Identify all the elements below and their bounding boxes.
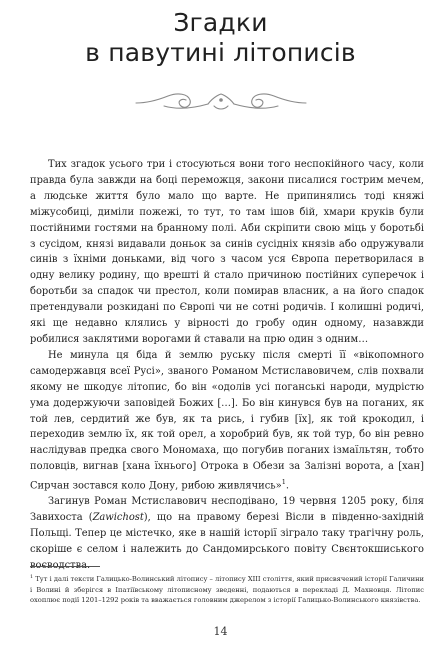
paragraph-3-text: Загинув Роман Мстиславович несподівано, 19 червня 1205 року, біля Завихоста ( (30, 496, 424, 524)
chapter-title (0, 8, 441, 68)
paragraph-2-text: Не минула ця біда й землю руську після смерті її «вікопомного самодержавця всеї Русі», званого Романом Мстиславовичем, слів похвали якому не шкодує літопис, бо він «одолів усі поганські народи, мудрістю ума додержуючи заповідей Божих […]. Бо він кинувся був на поганих, як той лев, сердитий же був, як та рись, і губив [їх], як той крокодил, і переходив землю їх, як той орел, а хоробрий був, як той тур, бо він ревно наслідував предка свого Мономаха, що погубив поганих ізмаїльтян, тобто половців, вигнав [хана їхнього] Отрока в Обези за Залізні ворота, а [хан] Сирчан зостався коло Дону, рибою живлячись» (30, 349, 424, 492)
footnote (30, 572, 424, 605)
body-text (30, 157, 424, 574)
footnote-text-block (30, 572, 424, 605)
footnote-divider (30, 566, 100, 567)
footnote-reference: 1 (281, 478, 286, 487)
paragraph-2-end: . (285, 480, 289, 492)
paragraph-3-rest: ), що на правому березі Вісли в південно-західній Польщі. Тепер це містечко, яке в нашій історії зіграло таку трагічну роль, скоріше є селом і належить до Сандомирського повіту Свєнтокшиського воєводства. (30, 512, 424, 571)
footnote-marker: 1 (30, 574, 34, 580)
paragraph-2 (30, 348, 424, 494)
paragraph-1: Тих згадок усього три і стосуються вони того неспокійного часу, коли правда була завжди на боці переможця, закони писалися гострим мечем, а людське життя було мало що варте. Не припинялись тоді княжі міжусобиці, диміли пожежі, то тут, то там ішов бій, хмари круків були постійними гостями на бранному полі. Аби скріпити свою міць у боротьбі з сусідом, князі видавали доньок за синів сусідніх князів або одружували синів з їхніми доньками, від чого з часом уся Європа перетворилася в одну велику родину, що врешті й стало причиною постійних суперечок і боротьби за спадок чи престол, коли помирав власник, а на його спадок претендували розкидані по Європі чи не сотні родичів. І колишні родичі, які ще недавно клялись у вірності до гробу один одному, назавжди робилися заклятими ворогами й ставали на прю один з одним… (30, 159, 424, 345)
paragraph-3 (30, 494, 424, 574)
page-number: 14 (213, 625, 228, 638)
chapter-title-line-1: Згадки (173, 8, 268, 37)
place-name-latin: Zawichost (92, 512, 144, 524)
footnote-text: Тут і далі тексти Галицько-Волинський літопису – літопису XIII століття, який присвячений історії Галичини і Волині й зберігся в Іпатіївському літописному зведенні, подаються в перекладі Д. Махновця. Літопис охоплює події 1201–1292 років та вважається головним джерелом з історії Галицько-Волинського князівства. (30, 575, 424, 604)
chapter-title-line-2: в павутині літописів (85, 38, 356, 67)
decorative-flourish-icon (134, 86, 308, 116)
